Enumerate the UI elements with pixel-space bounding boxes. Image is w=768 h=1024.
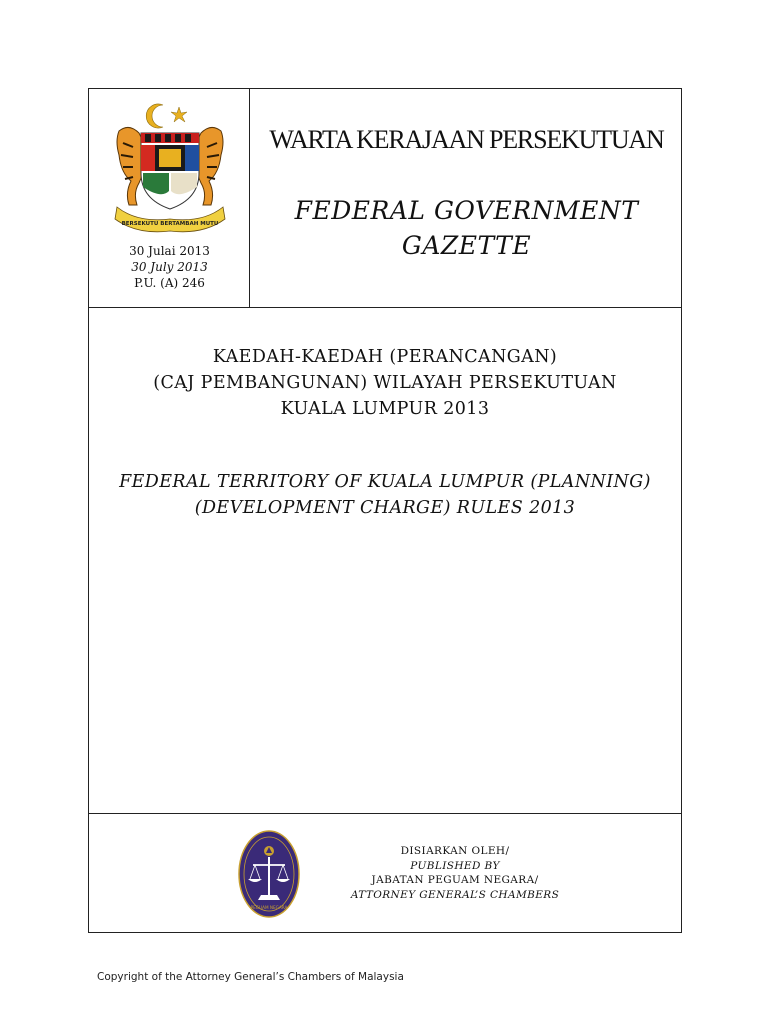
gazette-title-en-line2: GAZETTE <box>401 231 532 260</box>
scales-of-justice-icon <box>237 829 301 919</box>
header-left-column <box>89 89 250 307</box>
pu-number: P.U. (A) 246 <box>134 276 205 290</box>
gazette-title-en <box>250 193 683 263</box>
publisher-text <box>299 844 611 902</box>
agc-logo-text: PEGUAM NEGARA <box>250 905 288 910</box>
document-title-ms <box>89 344 681 422</box>
publisher-line1: DISIARKAN OLEH/ <box>400 845 510 857</box>
coat-of-arms-icon <box>111 103 229 235</box>
document-title-ms-line: (CAJ PEMBANGUNAN) WILAYAH PERSEKUTUAN <box>153 373 617 393</box>
crest-motto: BERSEKUTU BERTAMBAH MUTU <box>121 221 219 227</box>
document-title-ms-line: KUALA LUMPUR 2013 <box>280 399 490 419</box>
publisher-line3: JABATAN PEGUAM NEGARA/ <box>371 874 539 886</box>
issue-date-ms: 30 Julai 2013 <box>129 244 210 258</box>
document-title-en-line: FEDERAL TERRITORY OF KUALA LUMPUR (PLANNING) <box>119 472 651 492</box>
document-title-en-line: (DEVELOPMENT CHARGE) RULES 2013 <box>194 498 576 518</box>
publisher-section <box>89 814 681 932</box>
document-title-en <box>89 469 681 521</box>
publisher-line4: ATTORNEY GENERAL’S CHAMBERS <box>350 888 560 901</box>
gazette-title-ms: WARTA KERAJAAN PERSEKUTUAN <box>269 125 664 154</box>
copyright-notice: Copyright of the Attorney General’s Chambers of Malaysia <box>97 971 404 983</box>
gazette-header <box>89 89 681 308</box>
document-title-section <box>89 308 681 814</box>
publisher-line2: PUBLISHED BY <box>410 859 500 872</box>
document-title-ms-line: KAEDAH-KAEDAH (PERANCANGAN) <box>212 347 558 367</box>
gazette-title-en-line1: FEDERAL GOVERNMENT <box>294 196 639 225</box>
gazette-cover-frame <box>88 88 682 933</box>
issue-date-en: 30 July 2013 <box>131 260 208 274</box>
issue-dates <box>89 243 250 291</box>
